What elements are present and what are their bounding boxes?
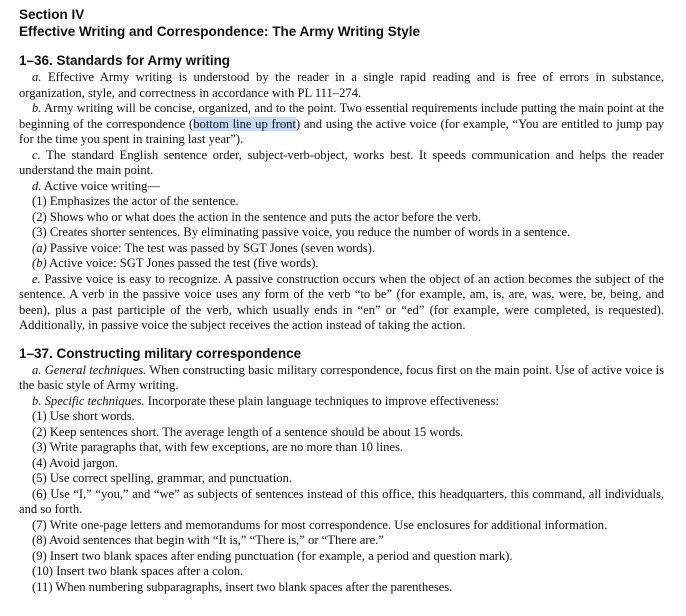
marker-a-sub: (a) xyxy=(32,240,47,255)
list-item: (2) Keep sentences short. The average length of a sentence should be about 15 words. xyxy=(32,424,464,439)
para-1-36-b xyxy=(19,101,664,148)
para-1-36-d xyxy=(19,179,664,195)
text: The standard English sentence order, subject-verb-object, works best. It speeds communication and helps the reader understand the main point. xyxy=(19,147,664,177)
para-1-36-a xyxy=(19,70,664,101)
list-item: (8) Avoid sentences that begin with “It is,” “There is,” or “There are.” xyxy=(32,533,384,547)
marker-d: d. xyxy=(32,178,42,193)
para-1-37-b xyxy=(19,394,664,410)
text: Active voice writing— xyxy=(41,178,161,193)
text: Incorporate these plain language techniques to improve effectiveness: xyxy=(144,393,499,408)
list-item-d3: (3) Creates shorter sentences. By eliminating passive voice, you reduce the number of words in a sentence. xyxy=(32,225,571,239)
list-item-d1: (1) Emphasizes the actor of the sentence. xyxy=(32,194,239,208)
heading-1-37: 1–37. Constructing military correspondence xyxy=(19,345,302,361)
list-item: (3) Write paragraphs that, with few exceptions, are no more than 10 lines. xyxy=(32,440,404,454)
text: Active voice: SGT Jones passed the test (five words). xyxy=(46,256,319,270)
list-item-d2: (2) Shows who or what does the action in the sentence and puts the actor before the verb. xyxy=(32,209,482,224)
text: ) and using the active voice (for example, “You are entitled to jump pay for the time you spent in training last year”). xyxy=(19,116,664,146)
list-item: (9) Insert two blank spaces after ending punctuation (for example, a period and question mark). xyxy=(32,548,513,563)
list-item: (6) Use “I,” “you,” and “we” as subjects of sentences instead of this office, this headquarters, this command, all individuals, and so forth. xyxy=(19,486,664,516)
para-1-36-e xyxy=(19,272,664,334)
para-1-37-a xyxy=(19,363,664,394)
selected-text-highlight[interactable]: bottom line up front xyxy=(193,116,296,131)
list-item: (11) When numbering subparagraphs, insert two blank spaces after the parentheses. xyxy=(32,579,453,594)
para-1-36-c xyxy=(19,148,664,179)
text: When constructing basic military correspondence, focus first on the main point. Use of active voice is the basic style of Army writing. xyxy=(19,362,665,392)
list-item: (10) Insert two blank spaces after a colon. xyxy=(32,564,244,578)
marker-c: c. xyxy=(32,147,41,162)
marker-e: e. xyxy=(32,271,41,286)
heading-1-36: 1–36. Standards for Army writing xyxy=(19,53,231,68)
marker-general-techniques: a. General techniques. xyxy=(32,362,147,377)
marker-b: b. xyxy=(32,101,42,115)
marker-b-sub: (b) xyxy=(32,256,47,270)
section-title: Effective Writing and Correspondence: The Army Writing Style xyxy=(19,24,421,39)
list-item: (1) Use short words. xyxy=(32,409,135,423)
marker-a: a. xyxy=(32,70,42,84)
text: Effective Army writing is understood by the reader in a single rapid reading and is free of errors in substance, organization, style, and correctness in accordance with PL 111–274. xyxy=(19,70,664,100)
text: Army writing will be concise, organized, and to the point. Two essential requirements include putting the main point at the beginning of the correspondence ( xyxy=(19,101,664,131)
list-item-da xyxy=(19,241,664,257)
section-label: Section IV xyxy=(19,7,85,22)
text: Passive voice is easy to recognize. A passive construction occurs when the object of an action becomes the subject of the sentence. A verb in the passive voice uses any form of the verb “to be” (for example, am, is, are, was, were, be, being, and been), plus a past participle of the verb, which usually ends in “en” or “ed” (for example, were completed, is requested). Additionally, in passive voice the subject receives the action instead of taking the action. xyxy=(19,271,664,332)
list-item: (7) Write one-page letters and memorandums for most correspondence. Use enclosures for additional information. xyxy=(32,517,608,532)
text: Passive voice: The test was passed by SGT Jones (seven words). xyxy=(46,240,376,255)
list-item: (4) Avoid jargon. xyxy=(32,455,118,470)
list-item-db xyxy=(19,256,664,272)
list-item: (5) Use correct spelling, grammar, and punctuation. xyxy=(32,471,293,485)
marker-specific-techniques: b. Specific techniques. xyxy=(32,393,145,408)
